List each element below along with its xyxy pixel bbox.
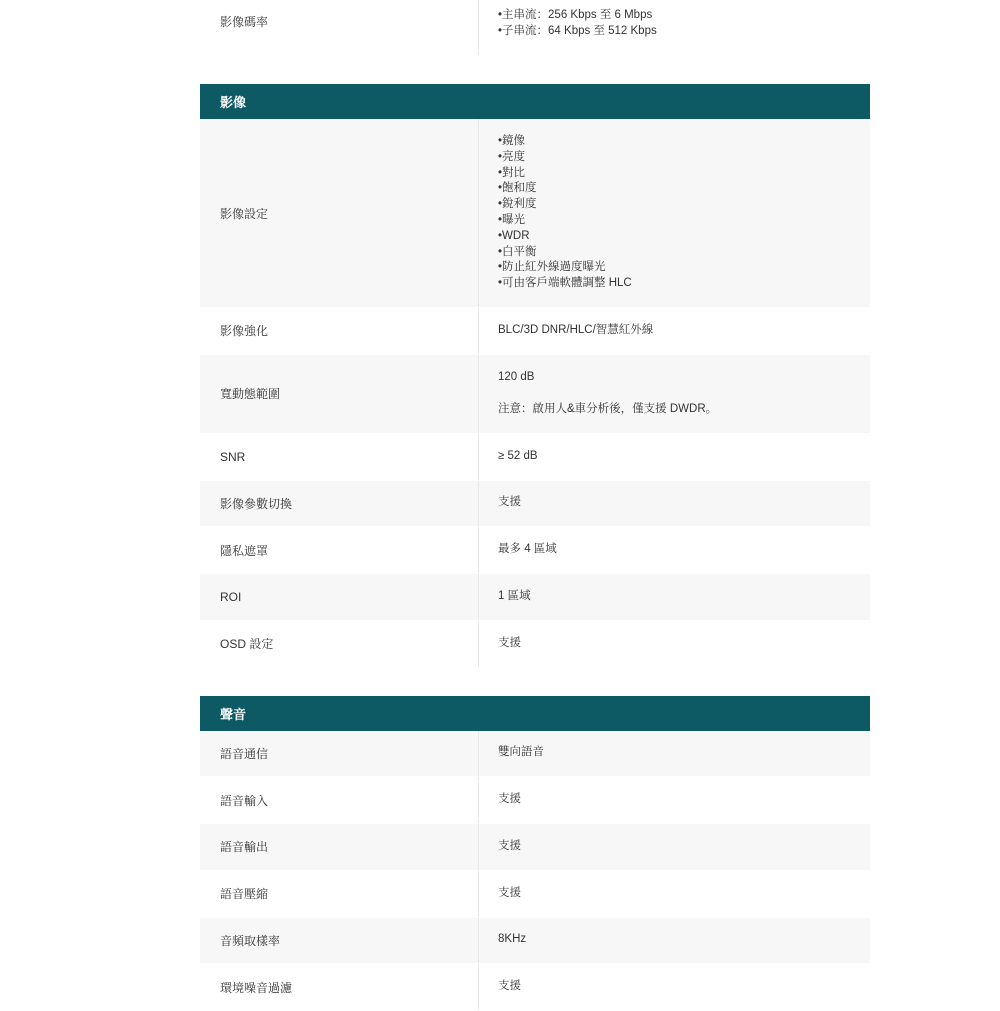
spec-label: 影像碼率 bbox=[200, 0, 479, 55]
spec-label: OSD 設定 bbox=[200, 621, 479, 667]
spec-value: 支援 bbox=[498, 980, 521, 993]
list-item: • 亮度 bbox=[498, 150, 870, 166]
spec-value: 8KHz bbox=[498, 933, 527, 946]
bitrate-main: • 主串流：256 Kbps 至 6 Mbps bbox=[498, 8, 870, 24]
list-item: • 銳利度 bbox=[498, 197, 870, 213]
spec-label: 影像強化 bbox=[200, 308, 479, 354]
spec-row-audio-sample-rate bbox=[200, 918, 870, 965]
spec-value: 支援 bbox=[498, 839, 521, 852]
spec-label: 環境噪音過濾 bbox=[200, 964, 479, 1010]
spec-value: 支援 bbox=[498, 636, 521, 649]
spec-value bbox=[479, 0, 870, 55]
section-header-audio: 聲音 bbox=[200, 696, 870, 731]
list-item: • 飽和度 bbox=[498, 181, 870, 197]
spec-row-audio-input bbox=[200, 777, 870, 824]
spec-value: 支援 bbox=[498, 496, 521, 509]
section-header-image: 影像 bbox=[200, 84, 870, 119]
list-item: • 曝光 bbox=[498, 213, 870, 229]
spec-value bbox=[479, 355, 870, 433]
bitrate-sub: • 子串流：64 Kbps 至 512 Kbps bbox=[498, 24, 870, 40]
spec-value: 1 區域 bbox=[498, 589, 531, 602]
wdr-value: 120 dB bbox=[498, 370, 535, 383]
spec-label: 語音輸入 bbox=[200, 777, 479, 823]
spec-row-roi bbox=[200, 574, 870, 621]
spec-label: 寬動態範圍 bbox=[200, 355, 479, 433]
spec-row-image-enhance bbox=[200, 308, 870, 355]
wdr-note: 注意：啟用人&車分析後，僅支援 DWDR。 bbox=[498, 402, 718, 415]
spec-row-wdr bbox=[200, 355, 870, 434]
spec-row-audio-output bbox=[200, 824, 870, 871]
spec-value: ≥ 52 dB bbox=[498, 449, 538, 462]
list-item: • WDR bbox=[498, 229, 870, 245]
spec-row-audio-comm bbox=[200, 731, 870, 778]
spec-row-osd bbox=[200, 621, 870, 668]
list-item: • 白平衡 bbox=[498, 245, 870, 261]
spec-value: BLC/3D DNR/HLC/智慧紅外線 bbox=[498, 323, 654, 336]
spec-label: 影像參數切換 bbox=[200, 481, 479, 527]
spec-row-bitrate bbox=[200, 0, 870, 56]
spec-value: 支援 bbox=[498, 886, 521, 899]
spec-table bbox=[200, 0, 870, 1011]
spec-value: 支援 bbox=[498, 793, 521, 806]
spec-row-audio-compression bbox=[200, 871, 870, 918]
spec-row-noise-filter bbox=[200, 964, 870, 1011]
list-item: • 可由客戶端軟體調整 HLC bbox=[498, 276, 870, 292]
list-item: • 鏡像 bbox=[498, 134, 870, 150]
spec-row-snr bbox=[200, 434, 870, 481]
spec-value: 雙向語音 bbox=[498, 746, 544, 759]
spec-label: SNR bbox=[200, 434, 479, 480]
spec-row-image-settings bbox=[200, 119, 870, 308]
spec-label: 隱私遮罩 bbox=[200, 527, 479, 573]
spec-label: 影像設定 bbox=[200, 119, 479, 307]
spec-value bbox=[479, 119, 870, 307]
spec-row-param-switch bbox=[200, 481, 870, 528]
spec-label: 語音壓縮 bbox=[200, 871, 479, 917]
list-item: • 對比 bbox=[498, 166, 870, 182]
spec-row-privacy-mask bbox=[200, 527, 870, 574]
spec-label: 語音通信 bbox=[200, 731, 479, 777]
spec-label: 語音輸出 bbox=[200, 824, 479, 870]
spec-label: 音頻取樣率 bbox=[200, 918, 479, 964]
spec-label: ROI bbox=[200, 574, 479, 620]
list-item: • 防止紅外線過度曝光 bbox=[498, 260, 870, 276]
spec-value: 最多 4 區域 bbox=[498, 543, 557, 556]
